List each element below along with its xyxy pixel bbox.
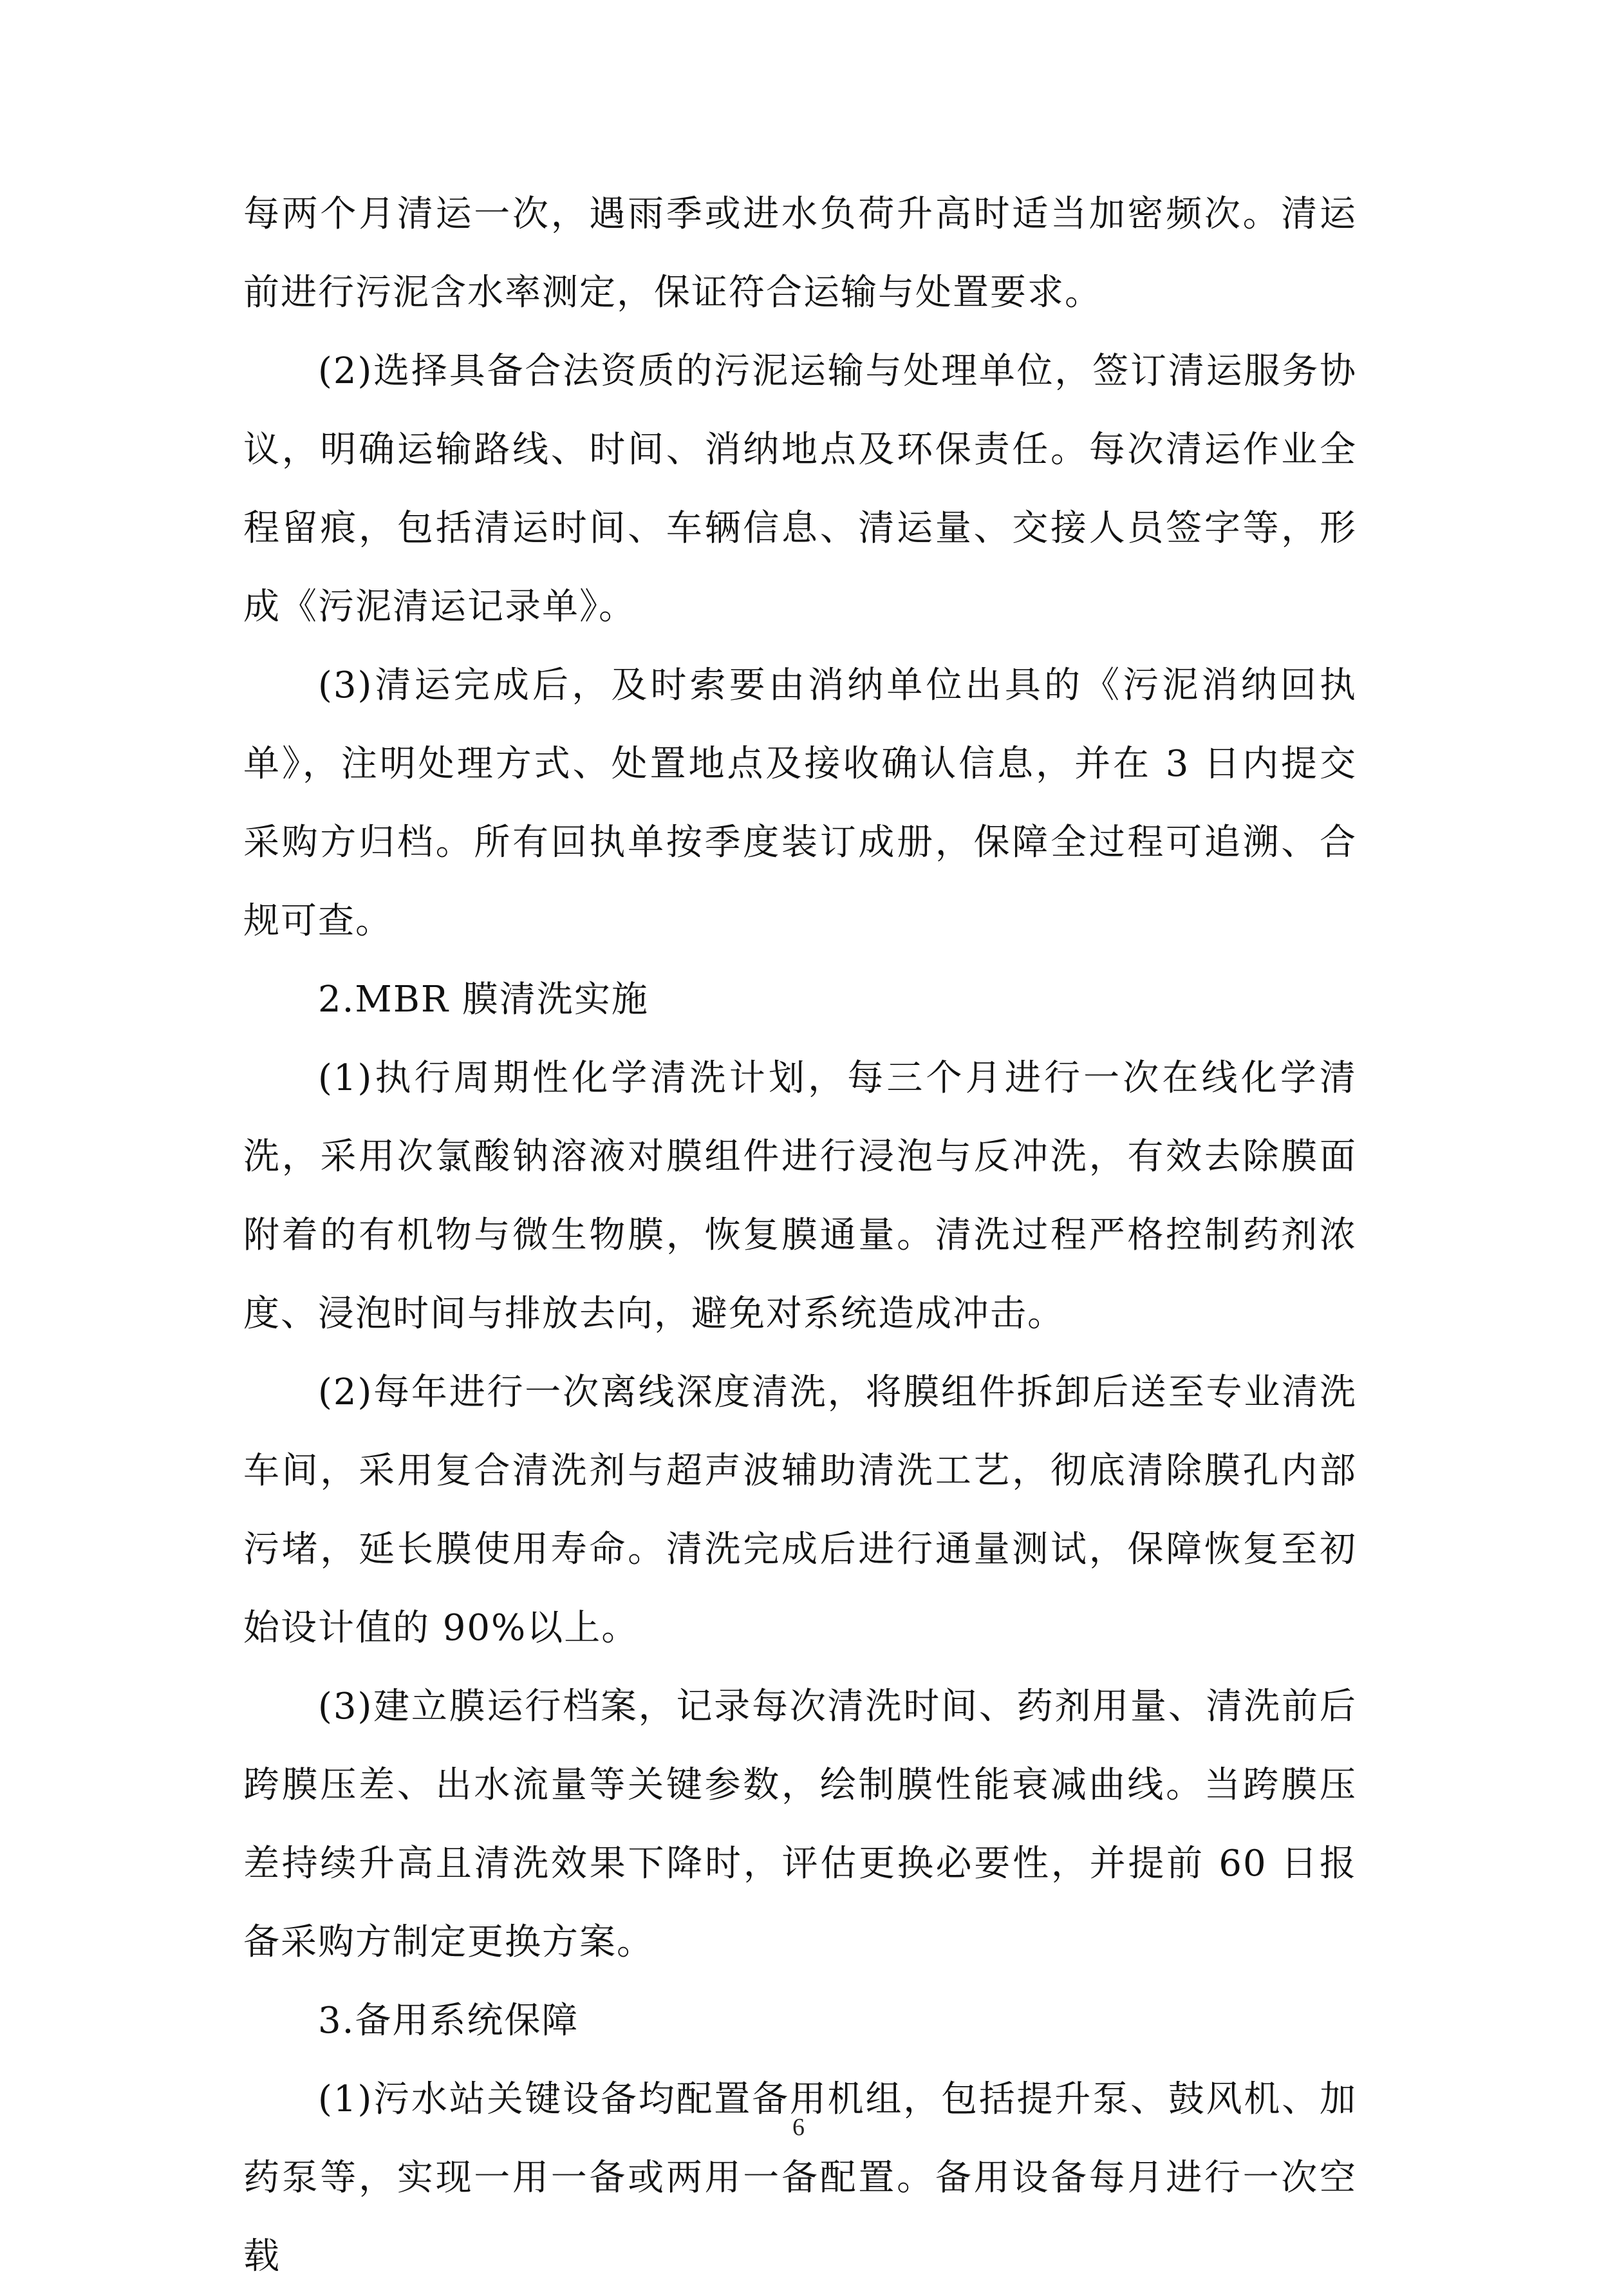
section-heading-backup-system: 3.备用系统保障: [318, 2000, 579, 2042]
paragraph-backup-equipment: (1)污水站关键设备均配置备用机组，包括提升泵、鼓风机、加药泵等，实现一用一备或两用一备配置。备用设备每月进行一次空载: [243, 2078, 1357, 2277]
document-body: [243, 175, 1357, 2296]
paragraph-offline-cleaning: (2)每年进行一次离线深度清洗，将膜组件拆卸后送至专业清洗车间，采用复合清洗剂与超声波辅助清洗工艺，彻底清除膜孔内部污堵，延长膜使用寿命。清洗完成后进行通量测试，保障恢复至初始设计值的 90%以上。: [243, 1371, 1357, 1649]
paragraph-sludge-contractor: (2)选择具备合法资质的污泥运输与处理单位，签订清运服务协议，明确运输路线、时间、消纳地点及环保责任。每次清运作业全程留痕，包括清运时间、车辆信息、清运量、交接人员签字等，形成《污泥清运记录单》。: [243, 350, 1357, 628]
section-heading-mbr-cleaning: 2.MBR 膜清洗实施: [318, 979, 649, 1021]
paragraph-membrane-records: (3)建立膜运行档案，记录每次清洗时间、药剂用量、清洗前后跨膜压差、出水流量等关键参数，绘制膜性能衰减曲线。当跨膜压差持续升高且清洗效果下降时，评估更换必要性，并提前 60 日报备采购方制定更换方案。: [243, 1686, 1357, 1963]
page-number: 6: [792, 2114, 805, 2141]
paragraph-sludge-receipt: (3)清运完成后，及时索要由消纳单位出具的《污泥消纳回执单》，注明处理方式、处置地点及接收确认信息，并在 3 日内提交采购方归档。所有回执单按季度装订成册，保障全过程可追溯、合规可查。: [243, 664, 1357, 942]
paragraph-continuation: 每两个月清运一次，遇雨季或进水负荷升高时适当加密频次。清运前进行污泥含水率测定，保证符合运输与处置要求。: [243, 193, 1357, 314]
paragraph-chemical-cleaning: (1)执行周期性化学清洗计划，每三个月进行一次在线化学清洗，采用次氯酸钠溶液对膜组件进行浸泡与反冲洗，有效去除膜面附着的有机物与微生物膜，恢复膜通量。清洗过程严格控制药剂浓度、浸泡时间与排放去向，避免对系统造成冲击。: [243, 1057, 1357, 1335]
